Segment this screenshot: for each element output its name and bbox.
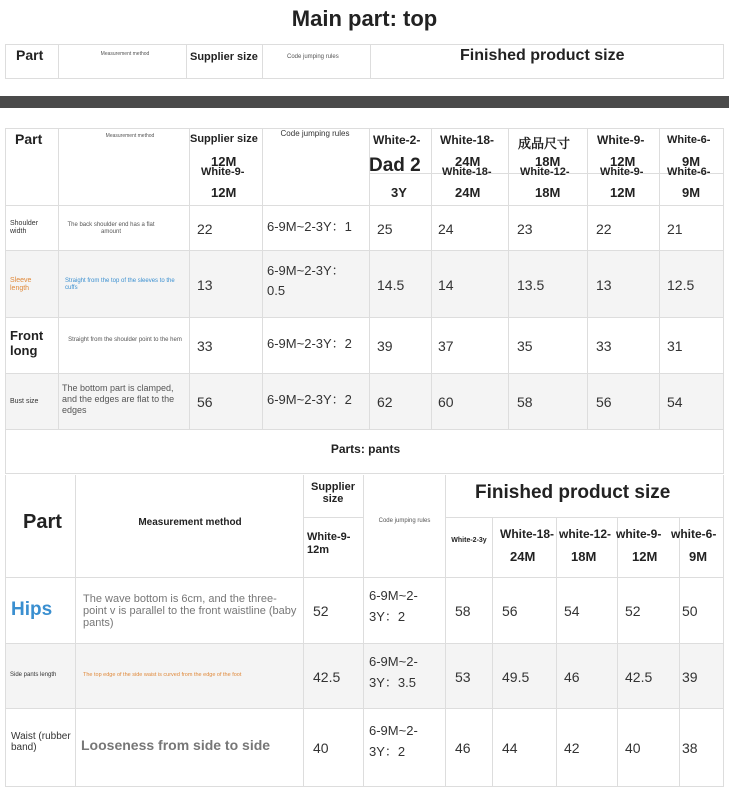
row-val-front-3: 33 bbox=[596, 338, 612, 354]
size-header-2-bottom-top: White-12- bbox=[520, 166, 570, 178]
pants-size-bottom-3: 12M bbox=[632, 549, 658, 564]
top-table-overlay-cjk: 成品尺寸 bbox=[518, 136, 571, 151]
pants-row-part-side: Side pants length bbox=[10, 672, 57, 678]
separator-bar bbox=[0, 96, 729, 108]
row-supplier-front: 33 bbox=[197, 338, 213, 354]
top-table-supplier-header: Supplier size bbox=[190, 133, 258, 145]
pants-row-val-waist-0: 46 bbox=[455, 740, 471, 756]
row-rule-shoulder: 6-9M~2-3Y：1 bbox=[267, 219, 352, 234]
row-val-bust-1: 60 bbox=[438, 394, 454, 410]
pants-method-header: Measurement method bbox=[138, 517, 242, 528]
row-val-shoulder-2: 23 bbox=[517, 221, 533, 237]
row-part-shoulder: Shoulder width bbox=[10, 220, 39, 235]
row-val-front-4: 31 bbox=[667, 338, 683, 354]
size-header-4-bottom-top: White-6- bbox=[667, 166, 711, 178]
row-val-sleeve-2: 13.5 bbox=[517, 277, 545, 293]
row-supplier-sleeve: 13 bbox=[197, 277, 213, 293]
pants-row-supplier-waist: 40 bbox=[313, 740, 329, 756]
pants-size-label-1: White-18- bbox=[500, 527, 554, 541]
pants-row-supplier-hips: 52 bbox=[313, 603, 329, 619]
top-table-supplier-val-2: White-9- bbox=[201, 166, 245, 178]
row-val-bust-2: 58 bbox=[517, 394, 533, 410]
header-measurement-method: Measurement method bbox=[100, 51, 150, 57]
pants-row-val-hips-1: 56 bbox=[502, 603, 518, 619]
row-val-shoulder-3: 22 bbox=[596, 221, 612, 237]
pants-size-bottom-1: 24M bbox=[510, 549, 536, 564]
main-part-title: Main part: top bbox=[291, 6, 438, 31]
pants-row-rule-side: 6-9M~2-3Y：3.5 bbox=[369, 654, 418, 690]
size-header-2-mid: 18M bbox=[535, 154, 561, 169]
pants-row-val-side-2: 46 bbox=[564, 669, 580, 685]
row-val-bust-4: 54 bbox=[667, 394, 683, 410]
size-header-3-top: White-9- bbox=[597, 133, 645, 147]
header-code-jumping-rules: Code jumping rules bbox=[287, 54, 339, 60]
row-rule-bust: 6-9M~2-3Y：2 bbox=[267, 392, 352, 407]
top-table-overlay-text: Dad 2 bbox=[369, 155, 421, 176]
pants-row-method-side: The top edge of the side waist is curved from the edge of the foot bbox=[83, 672, 242, 678]
row-method-front: Straight from the shoulder point to the hem bbox=[68, 337, 182, 343]
row-val-front-2: 35 bbox=[517, 338, 533, 354]
row-val-shoulder-1: 24 bbox=[438, 221, 454, 237]
size-header-4-mid: 9M bbox=[682, 154, 701, 169]
header-part-label: Part bbox=[16, 47, 44, 63]
pants-row-part-hips: Hips bbox=[11, 599, 53, 620]
pants-row-val-hips-3: 52 bbox=[625, 603, 641, 619]
row-method-sleeve: Straight from the top of the sleeves to the cuffs bbox=[65, 278, 175, 291]
pants-finished-header: Finished product size bbox=[475, 482, 671, 503]
size-header-1-mid: 24M bbox=[455, 154, 481, 169]
pants-supplier-value: White-9-12m bbox=[307, 531, 351, 556]
pants-row-val-side-0: 53 bbox=[455, 669, 471, 685]
row-val-front-1: 37 bbox=[438, 338, 454, 354]
pants-row-val-side-1: 49.5 bbox=[502, 669, 530, 685]
row-method-bust: The bottom part is clamped, and the edges are flat to the edges bbox=[62, 383, 175, 415]
pants-part-header: Part bbox=[23, 511, 62, 533]
pants-size-bottom-4: 9M bbox=[689, 549, 708, 564]
pants-table bbox=[5, 475, 724, 787]
size-header-3-bottom: 12M bbox=[610, 185, 636, 200]
row-val-bust-0: 62 bbox=[377, 394, 393, 410]
pants-row-val-waist-1: 44 bbox=[502, 740, 518, 756]
size-header-0-top: White-2- bbox=[373, 133, 421, 147]
top-table-method-header: Measurement method bbox=[105, 133, 155, 139]
pants-title-band bbox=[5, 430, 724, 474]
row-supplier-shoulder: 22 bbox=[197, 221, 213, 237]
top-table-code-jumping-header: Code jumping rules bbox=[280, 129, 350, 138]
pants-row-val-hips-4: 50 bbox=[682, 603, 698, 619]
row-supplier-bust: 56 bbox=[197, 394, 213, 410]
pants-row-val-side-3: 42.5 bbox=[625, 669, 653, 685]
row-val-sleeve-3: 13 bbox=[596, 277, 612, 293]
top-table-supplier-val-3: 12M bbox=[211, 185, 237, 200]
pants-title: Parts: pants bbox=[330, 442, 401, 456]
pants-row-method-hips: The wave bottom is 6cm, and the three-point v is parallel to the front waistline (baby pants) bbox=[83, 593, 297, 629]
pants-code-jumping-header: Code jumping rules bbox=[378, 518, 431, 524]
row-val-shoulder-0: 25 bbox=[377, 221, 393, 237]
row-rule-sleeve: 6-9M~2-3Y：0.5 bbox=[267, 263, 345, 298]
row-part-front: Front long bbox=[10, 328, 44, 358]
top-header-strip bbox=[0, 0, 729, 80]
size-header-4-bottom: 9M bbox=[682, 185, 701, 200]
top-table bbox=[5, 128, 724, 430]
size-header-1-bottom: 24M bbox=[455, 185, 481, 200]
row-val-sleeve-0: 14.5 bbox=[377, 277, 405, 293]
pants-size-bottom-2: 18M bbox=[571, 549, 597, 564]
row-part-sleeve: Sleeve length bbox=[10, 277, 32, 292]
size-header-1-bottom-top: White-18- bbox=[442, 166, 492, 178]
pants-size-label-2: white-12- bbox=[559, 527, 612, 541]
header-supplier-size: Supplier size bbox=[190, 51, 258, 63]
size-header-0-bottom: 3Y bbox=[391, 185, 407, 200]
pants-row-val-hips-0: 58 bbox=[455, 603, 471, 619]
pants-size-label-3: white-9- bbox=[616, 527, 662, 541]
pants-supplier-header: Supplier size bbox=[310, 481, 355, 505]
row-method-shoulder: The back shoulder end has a flat amount bbox=[67, 222, 155, 235]
pants-row-val-waist-2: 42 bbox=[564, 740, 580, 756]
pants-row-val-waist-4: 38 bbox=[682, 740, 698, 756]
pants-row-method-waist: Looseness from side to side bbox=[81, 737, 271, 753]
pants-size-label-0: White-2-3y bbox=[451, 537, 487, 544]
pants-row-part-waist: Waist (rubber band) bbox=[11, 731, 71, 753]
row-val-bust-3: 56 bbox=[596, 394, 612, 410]
row-rule-front: 6-9M~2-3Y：2 bbox=[267, 336, 352, 351]
row-val-shoulder-4: 21 bbox=[667, 221, 683, 237]
row-val-sleeve-1: 14 bbox=[438, 277, 454, 293]
pants-row-val-hips-2: 54 bbox=[564, 603, 580, 619]
row-val-front-0: 39 bbox=[377, 338, 393, 354]
row-part-bust: Bust size bbox=[10, 398, 39, 405]
size-header-3-mid: 12M bbox=[610, 154, 636, 169]
pants-row-val-side-4: 39 bbox=[682, 669, 698, 685]
size-header-2-bottom: 18M bbox=[535, 185, 561, 200]
row-val-sleeve-4: 12.5 bbox=[667, 277, 695, 293]
pants-size-label-4: white-6- bbox=[671, 527, 717, 541]
size-header-1-top: White-18- bbox=[440, 133, 494, 147]
pants-row-supplier-side: 42.5 bbox=[313, 669, 341, 685]
top-table-supplier-val-1: 12M bbox=[211, 154, 237, 169]
pants-row-rule-hips: 6-9M~2-3Y：2 bbox=[369, 588, 418, 624]
size-header-3-bottom-top: White-9- bbox=[600, 166, 644, 178]
pants-row-rule-waist: 6-9M~2-3Y：2 bbox=[369, 723, 418, 759]
size-header-4-top: White-6- bbox=[667, 134, 711, 146]
header-finished-product-size: Finished product size bbox=[460, 47, 625, 64]
pants-row-val-waist-3: 40 bbox=[625, 740, 641, 756]
top-table-part-header: Part bbox=[15, 131, 43, 147]
